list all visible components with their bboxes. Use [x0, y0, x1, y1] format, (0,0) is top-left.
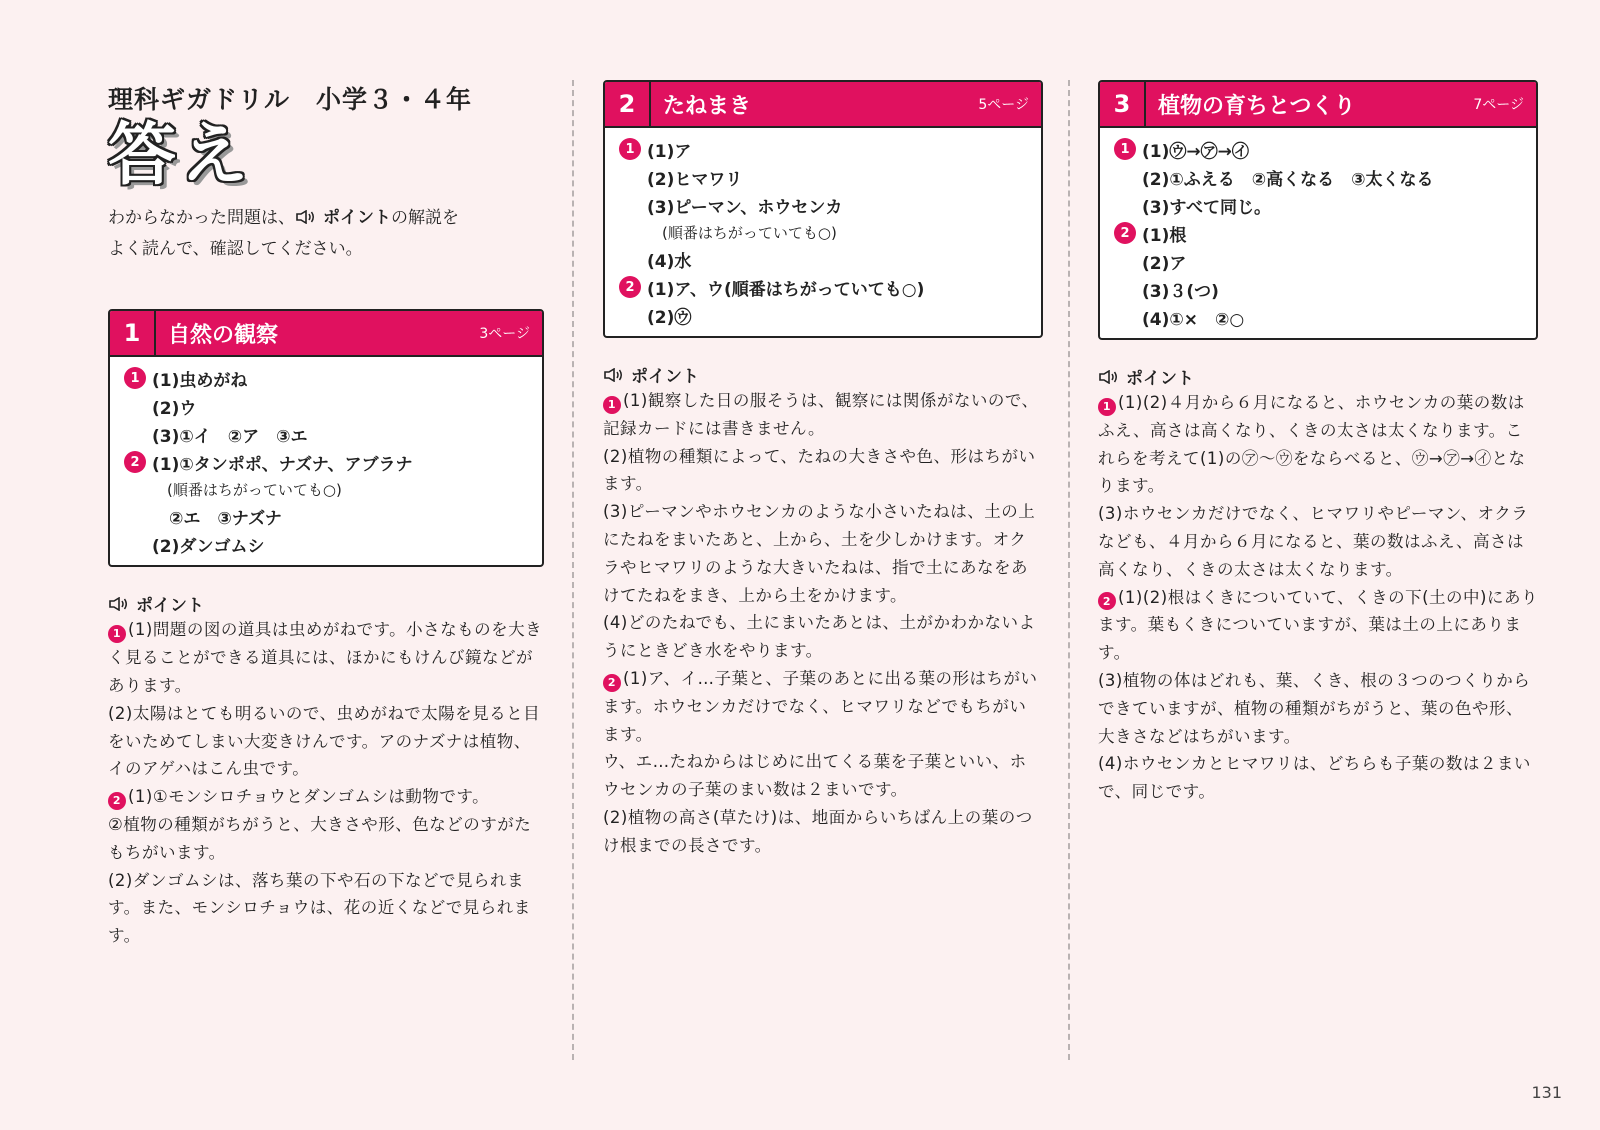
answer-text: (3)３(つ) — [1142, 281, 1219, 302]
explanation-text: (3)ピーマンやホウセンカのような小さいたねは、土の上にたねをまいたあと、上から、土を少しかけます。オクラやヒマワリのような大きいたねは、指で土にあなをあけてたねをまき、上から土をかけます。 — [603, 502, 1036, 605]
explanation-list — [1098, 389, 1538, 806]
speaker-icon — [603, 368, 625, 382]
column-2 — [603, 80, 1043, 860]
section-page-ref: 7ページ — [1473, 97, 1524, 113]
explanation-paragraph — [603, 443, 1043, 499]
question-number-badge: 2 — [603, 674, 621, 692]
intro-post: の解説を — [391, 208, 459, 229]
speaker-icon — [295, 210, 317, 224]
section-3 — [1098, 80, 1538, 806]
answer-text: (1)①タンポポ、ナズナ、アブラナ — [152, 454, 413, 475]
answer-text: (1)根 — [1142, 225, 1187, 246]
answer-text: (1)虫めがね — [152, 370, 248, 391]
intro-line2: よく読んで、確認してください。 — [108, 239, 363, 260]
explanation-paragraph — [1098, 584, 1538, 667]
question-number-badge: 2 — [619, 276, 641, 298]
question-number-badge: 1 — [124, 367, 146, 389]
answer-item — [1114, 247, 1536, 275]
speaker-icon — [108, 597, 130, 611]
page-title: 答え — [108, 116, 253, 195]
answer-text: (2)ヒマワリ — [647, 169, 743, 190]
answer-list — [110, 357, 542, 565]
answer-item — [1114, 135, 1536, 163]
book-title: 理科ギガドリル 小学３・４年 — [108, 85, 473, 114]
answer-text: (1)ア — [647, 141, 692, 162]
answer-item — [1114, 163, 1536, 191]
answer-box-header — [1100, 82, 1536, 128]
answer-text: (2)ダンゴムシ — [152, 536, 265, 557]
explanation-paragraph — [108, 783, 544, 811]
answer-text: (1)ア、ウ(順番はちがっていても○) — [647, 279, 925, 300]
answer-box-header — [110, 311, 542, 357]
explanation-text: (2)太陽はとても明るいので、虫めがねで太陽を見ると目をいためてしまい大変きけんです。アのナズナは植物、イのアゲハはこん虫です。 — [108, 703, 541, 779]
question-number-badge: 2 — [1098, 592, 1116, 610]
explanation-text: (3)ホウセンカだけでなく、ヒマワリやピーマン、オクラなども、４月から６月になると、葉の数はふえ、高さは高くなり、くきの太さは太くなります。 — [1098, 504, 1529, 579]
answer-item — [619, 163, 1041, 191]
answer-text: (3)①イ ②ア ③エ — [152, 426, 308, 447]
explanation-text: ウ、エ…たねからはじめに出てくる葉を子葉といい、ホウセンカの子葉のまい数は２まいです。 — [603, 752, 1027, 800]
answer-text: (4)①× ②○ — [1142, 309, 1245, 330]
answer-box — [1098, 80, 1538, 340]
answer-item — [124, 530, 542, 558]
explanation-list — [108, 616, 544, 950]
answer-text: ②エ ③ナズナ — [152, 508, 282, 529]
explanation-text: (4)どのたねでも、土にまいたあとは、土がかわかないようにときどき水をやります。 — [603, 613, 1036, 661]
answer-text: (2)㋒ — [647, 307, 692, 328]
explanation-paragraph — [108, 867, 544, 950]
explanation-text: (2)ダンゴムシは、落ち葉の下や石の下などで見られます。また、モンシロチョウは、花の近くなどで見られます。 — [108, 870, 531, 946]
explanation-text: (1)観察した日の服そうは、観察には関係がないので、記録カードには書きません。 — [603, 391, 1039, 438]
explanation-paragraph — [1098, 500, 1538, 583]
answer-item — [619, 191, 1041, 219]
answer-item — [124, 448, 542, 476]
question-number-badge: 1 — [1114, 138, 1136, 160]
section-number: 2 — [605, 82, 651, 126]
point-heading — [108, 591, 544, 616]
section-title: 自然の観察 — [168, 322, 279, 348]
column-divider-1 — [572, 80, 574, 1060]
answer-item — [1114, 191, 1536, 219]
section-2 — [603, 80, 1043, 860]
answer-item — [1114, 303, 1536, 331]
answer-item — [124, 364, 542, 392]
column-divider-2 — [1068, 80, 1070, 1060]
explanation-text: (2)植物の高さ(草たけ)は、地面からいちばん上の葉のつけ根までの長さです。 — [603, 807, 1033, 855]
answer-text: (2)ウ — [152, 398, 197, 419]
answer-item — [124, 502, 542, 530]
point-label: ポイント — [136, 596, 204, 617]
answer-item — [619, 273, 1041, 301]
point-heading — [603, 362, 1043, 387]
intro-text — [108, 203, 544, 265]
explanation-text: ②植物の種類がちがうと、大きさや形、色などのすがたもちがいます。 — [108, 814, 532, 862]
column-1 — [108, 80, 544, 950]
explanation-text: (1)問題の図の道具は虫めがねです。小さなものを大きく見ることができる道具には、ほかにもけんび鏡などがあります。 — [108, 620, 543, 695]
speaker-icon — [1098, 370, 1120, 384]
section-number: 1 — [110, 311, 156, 355]
explanation-text: (1)(2)根はくきについていて、くきの下(土の中)にあります。葉もくきについていますが、葉は土の上にあります。 — [1098, 587, 1538, 663]
answer-text: (3)すべて同じ。 — [1142, 197, 1272, 218]
question-number-badge: 1 — [1098, 398, 1116, 416]
explanation-paragraph — [603, 498, 1043, 609]
explanation-paragraph — [108, 811, 544, 867]
answer-text: (4)水 — [647, 251, 692, 272]
explanation-paragraph — [603, 804, 1043, 860]
explanation-list — [603, 387, 1043, 860]
answer-text: (順番はちがっていても○) — [647, 223, 837, 242]
point-label: ポイント — [1126, 369, 1194, 389]
section-1 — [108, 309, 544, 950]
answer-item — [124, 420, 542, 448]
answer-box — [108, 309, 544, 567]
answer-text: (1)㋒→㋐→㋑ — [1142, 141, 1249, 162]
explanation-text: (1)(2)４月から６月になると、ホウセンカの葉の数はふえ、高さは高くなり、くきの太さは太くなります。これらを考えて(1)の㋐〜㋒をならべると、㋒→㋐→㋑となります。 — [1098, 393, 1526, 496]
answer-text: (3)ピーマン、ホウセンカ — [647, 197, 843, 218]
answer-text: (順番はちがっていても○) — [152, 480, 342, 499]
intro-pre: わからなかった問題は、 — [108, 208, 295, 229]
explanation-paragraph — [108, 700, 544, 783]
section-page-ref: 3ページ — [479, 326, 530, 343]
section-number: 3 — [1100, 82, 1146, 126]
explanation-paragraph — [1098, 667, 1538, 750]
explanation-text: (3)植物の体はどれも、葉、くき、根の３つのつくりからできていますが、植物の種類がちがうと、葉の色や形、大きさなどはちがいます。 — [1098, 670, 1531, 746]
section-page-ref: 5ページ — [978, 97, 1029, 113]
explanation-paragraph — [1098, 389, 1538, 500]
answer-item — [619, 219, 1041, 245]
explanation-text: (1)①モンシロチョウとダンゴムシは動物です。 — [128, 787, 490, 807]
answer-item — [619, 245, 1041, 273]
answer-item — [619, 301, 1041, 329]
point-label: ポイント — [631, 367, 699, 387]
question-number-badge: 2 — [108, 792, 126, 810]
answer-list — [1100, 128, 1536, 338]
answer-item — [124, 476, 542, 502]
answer-item — [124, 392, 542, 420]
point-heading — [1098, 364, 1538, 389]
section-title: たねまき — [663, 93, 752, 119]
section-title: 植物の育ちとつくり — [1158, 93, 1356, 119]
answer-text: (2)ア — [1142, 253, 1187, 274]
answer-text: (2)①ふえる ②高くなる ③太くなる — [1142, 169, 1434, 190]
explanation-paragraph — [603, 609, 1043, 665]
explanation-paragraph — [1098, 750, 1538, 806]
explanation-paragraph — [603, 665, 1043, 748]
question-number-badge: 2 — [1114, 222, 1136, 244]
explanation-paragraph — [108, 616, 544, 699]
answer-item — [1114, 275, 1536, 303]
explanation-paragraph — [603, 387, 1043, 443]
answer-item — [619, 135, 1041, 163]
question-number-badge: 1 — [619, 138, 641, 160]
column-3 — [1098, 80, 1538, 806]
answer-box-header — [605, 82, 1041, 128]
question-number-badge: 2 — [124, 451, 146, 473]
explanation-text: (1)ア、イ…子葉と、子葉のあとに出る葉の形はちがいます。ホウセンカだけでなく、ヒマワリなどでもちがいます。 — [603, 668, 1038, 744]
explanation-paragraph — [603, 748, 1043, 804]
intro-point: ポイント — [323, 208, 391, 229]
question-number-badge: 1 — [108, 625, 126, 643]
page-number: 131 — [1531, 1083, 1562, 1102]
answer-box — [603, 80, 1043, 338]
explanation-text: (2)植物の種類によって、たねの大きさや色、形はちがいます。 — [603, 446, 1036, 494]
answer-list — [605, 128, 1041, 336]
answer-item — [1114, 219, 1536, 247]
explanation-text: (4)ホウセンカとヒマワリは、どちらも子葉の数は２まいで、同じです。 — [1098, 754, 1531, 802]
question-number-badge: 1 — [603, 396, 621, 414]
